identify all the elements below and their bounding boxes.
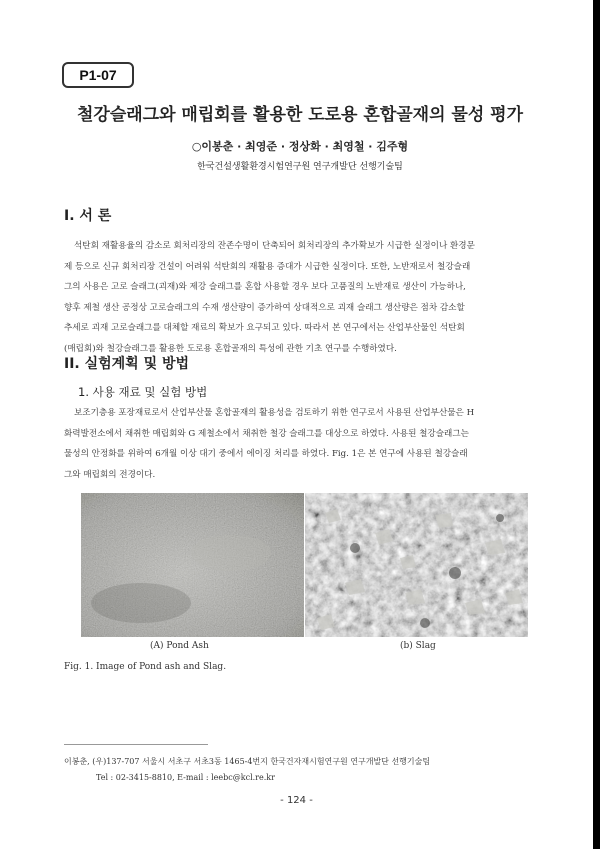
methods-paragraph <box>64 403 540 485</box>
section-heading-methods: II. 실험계획 및 방법 <box>64 356 190 372</box>
text-line: 보조기층용 포장재료로서 산업부산물 혼합골재의 활용성을 검토하기 위한 연구로서 사용된 산업부산물은 H <box>74 408 475 418</box>
author-list: ○이봉춘 · 최영준 · 정상화 · 최영철 · 김주형 <box>191 140 409 153</box>
page-number: - 124 - <box>280 795 313 806</box>
figure-caption-b: (b) Slag <box>400 641 436 651</box>
footnote-divider <box>64 744 208 745</box>
footnote-contact: Tel : 02-3415-8810, E-mail : leebc@kcl.re.kr <box>96 773 275 782</box>
paper-title: 철강슬래그와 매립회를 활용한 도로용 혼합골재의 물성 평가 <box>76 105 524 125</box>
figure-caption: Fig. 1. Image of Pond ash and Slag. <box>64 662 227 672</box>
introduction-paragraph <box>64 236 540 359</box>
text-line: 제 등으로 신규 회처리장 건설이 어려워 석탄회의 재활용 증대가 시급한 실정이다. 또한, 노반재로서 철강슬래 <box>64 261 471 272</box>
text-line: 추세로 괴재 고로슬래그를 대체할 재료의 확보가 요구되고 있다. 따라서 본 연구에서는 산업부산물인 석탄회 <box>64 323 465 333</box>
text-line: 그의 사용은 고로 슬래그(괴재)와 제강 슬래그를 혼합 사용할 경우 보다 고품질의 노반재료 생산이 가능하나, <box>64 282 466 292</box>
figure-caption-a: (A) Pond Ash <box>150 641 209 651</box>
pond-ash-photo <box>81 493 304 637</box>
text-line: 향후 제철 생산 공정상 고로슬래그의 수재 생산량이 증가하여 상대적으로 괴재 슬래그 생산량은 점차 감소할 <box>64 302 465 313</box>
subsection-heading-materials: 1. 사용 재료 및 실험 방법 <box>78 385 208 399</box>
text-line: 화력발전소에서 채취한 매립회와 G 제철소에서 채취한 철강 슬래그를 대상으로 하였다. 사용된 철강슬래그는 <box>64 428 469 439</box>
text-line: 물성의 안정화를 위하여 6개월 이상 대기 중에서 에이징 처리를 하였다. Fig. 1은 본 연구에 사용된 철강슬래 <box>64 449 468 459</box>
text-line: (매립회)와 철강슬래그를 활용한 도로용 혼합골재의 특성에 관한 기초 연구를 수행하였다. <box>64 343 397 354</box>
slag-photo <box>305 493 528 637</box>
text-line: 그와 매립회의 전경이다. <box>64 469 156 480</box>
text-line: 석탄회 재활용율의 감소로 회처리장의 잔존수명이 단축되어 회처리장의 추가확보가 시급한 실정이나 환경문 <box>74 241 475 251</box>
section-heading-introduction: I. 서 론 <box>64 208 112 224</box>
paper-code-badge: P1-07 <box>62 62 134 88</box>
footnote-address: 이봉춘, (우)137-707 서울시 서초구 서초3동 1465-4번지 한국건자재시험연구원 연구개발단 선행기술팀 <box>64 757 431 766</box>
page-edge-bar <box>593 0 600 849</box>
affiliation: 한국건설생활환경시험연구원 연구개발단 선행기술팀 <box>197 162 403 172</box>
